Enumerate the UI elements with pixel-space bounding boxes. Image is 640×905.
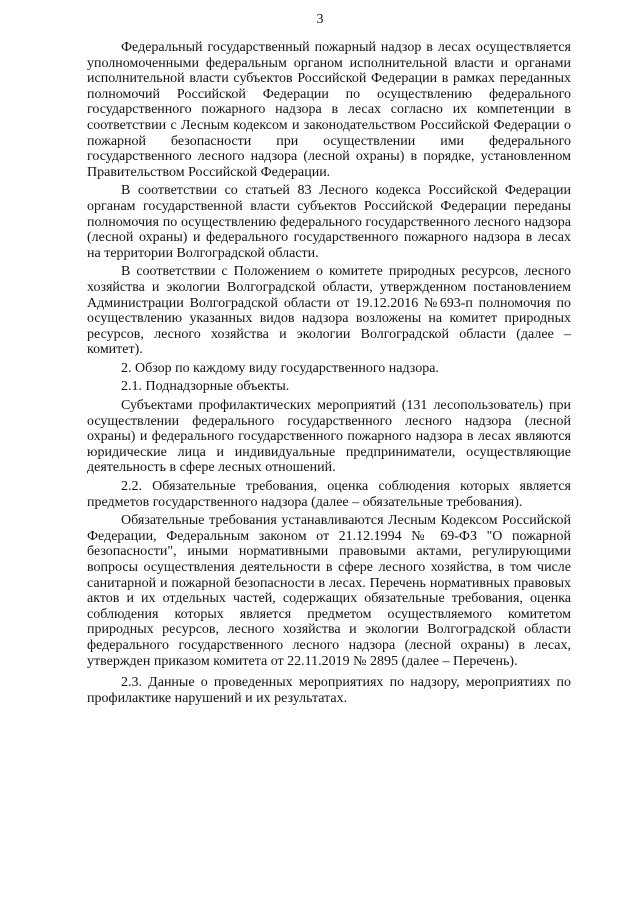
document-body	[87, 40, 571, 710]
heading-section-2-1: 2.1. Поднадзорные объекты.	[121, 379, 290, 395]
paragraph-fire-supervision: Федеральный государственный пожарный надзор в лесах осуществляется уполномоченными федеральным органом исполнительной власти и органами исполнительной власти субъектов Российской Федерации в рамках переданных полномочий Российской Федерации по осуществлению федерального государственного пожарного надзора в лесах согласно их компетенции в соответствии с Лесным кодексом и законодательством Российской Федерации о пожарной безопасности при осуществлении ими федерального государственного лесного надзора (лесной охраны) в порядке, установленном Правительством Российской Федерации.	[87, 40, 571, 180]
paragraph-committee-regulation: В соответствии с Положением о комитете природных ресурсов, лесного хозяйства и экологии Волгоградской области, утвержденном постановлением Администрации Волгоградской области от 19.12.2016 №693-п полномочия по осуществлению указанных видов надзора возложены на комитет природных ресурсов, лесного хозяйства и экологии Волгоградской области (далее – комитет).	[87, 264, 571, 358]
page-number: 3	[316, 12, 324, 27]
heading-section-2-2: 2.2. Обязательные требования, оценка соблюдения которых является предметов государственного надзора (далее – обязательные требования).	[87, 479, 571, 510]
heading-section-2-3: 2.3. Данные о проведенных мероприятиях по надзору, мероприятиях по профилактике нарушений и их результатах.	[87, 675, 571, 706]
heading-section-2: 2. Обзор по каждому виду государственного надзора.	[121, 360, 439, 376]
paragraph-subjects: Субъектами профилактических мероприятий (131 лесопользователь) при осуществлении федерального государственного лесного надзора (лесной охраны) и федерального государственного пожарного надзора в лесах являются юридические лица и индивидуальные предприниматели, осуществляющие деятельность в сфере лесных отношений.	[87, 398, 571, 476]
paragraph-article-83: В соответствии со статьей 83 Лесного кодекса Российской Федерации органам государственной власти субъектов Российской Федерации переданы полномочия по осуществлению федерального государственного лесного надзора (лесной охраны) и федерального государственного пожарного надзора в лесах на территории Волгоградской области.	[87, 183, 571, 261]
paragraph-mandatory-requirements: Обязательные требования устанавливаются Лесным Кодексом Российской Федерации, Федеральным законом от 21.12.1994 № 69-ФЗ "О пожарной безопасности", иными нормативными правовыми актами, регулирующими вопросы осуществления деятельности в сфере лесного хозяйства, в том числе санитарной и пожарной безопасности в лесах. Перечень нормативных правовых актов и их отдельных частей, содержащих обязательные требования, оценка соблюдения которых является предметом осуществляемого комитетом природных ресурсов, лесного хозяйства и экологии Волгоградской области федерального государственного лесного надзора (лесной охраны) в лесах, утвержден приказом комитета от 22.11.2019 № 2895 (далее – Перечень).	[87, 513, 571, 669]
